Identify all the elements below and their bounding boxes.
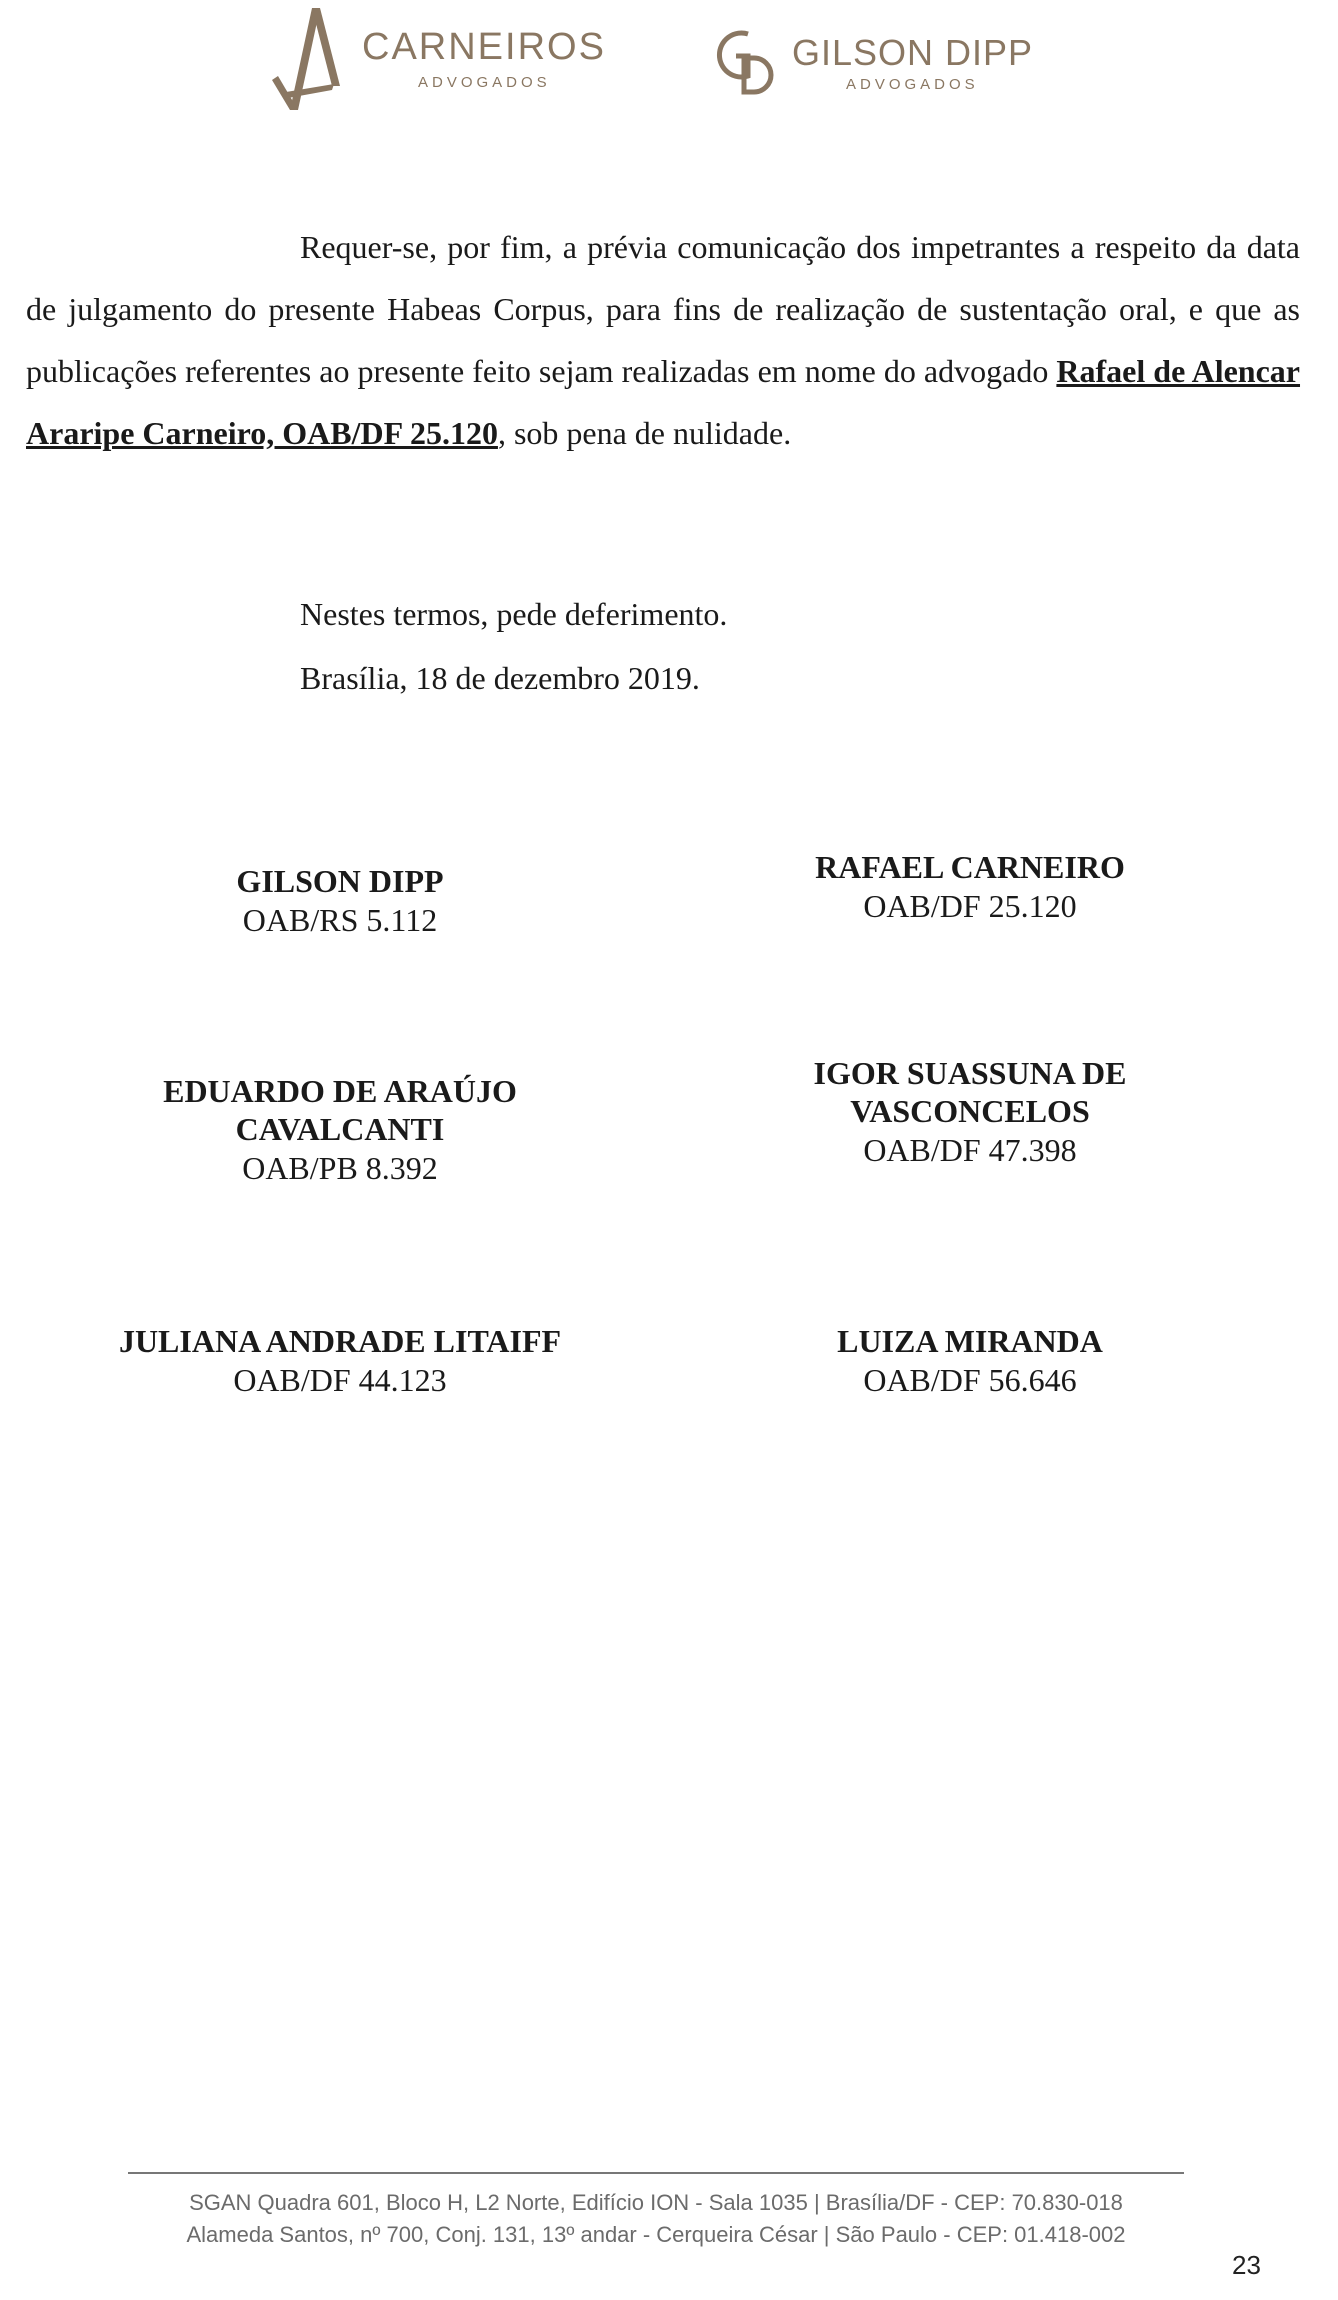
gilson-dipp-logo — [708, 20, 1068, 100]
signature-luiza-miranda — [730, 1322, 1210, 1400]
request-paragraph — [26, 216, 1300, 464]
page-number: 23 — [1232, 2250, 1261, 2280]
signatory-oab: OAB/DF 47.398 — [863, 1132, 1077, 1168]
footer-address-brasilia: SGAN Quadra 601, Bloco H, L2 Norte, Edifício ION - Sala 1035 | Brasília/DF - CEP: 70.830-018 — [189, 2190, 1123, 2215]
signatory-oab: OAB/DF 25.120 — [863, 888, 1077, 924]
signature-gilson-dipp — [100, 862, 580, 940]
closing-line: Nestes termos, pede deferimento. — [300, 596, 728, 632]
signatory-name: LUIZA MIRANDA — [837, 1323, 1103, 1359]
signatory-name: GILSON DIPP — [236, 863, 444, 899]
footer-divider — [128, 2172, 1184, 2174]
paragraph-text-start: Requer-se, por fim, a prévia comunicação dos impetrantes a respeito da data de julgamento do presente Habeas Corpus, para fins de realização de sustentação oral, e que as publicações referentes ao presente feito sejam realizadas em nome do advogado — [26, 229, 1300, 389]
signatory-oab: OAB/RS 5.112 — [242, 902, 438, 938]
footer-address-sao-paulo: Alameda Santos, nº 700, Conj. 131, 13º andar - Cerqueira César | São Paulo - CEP: 01.418-002 — [186, 2222, 1126, 2247]
letterhead — [0, 0, 1338, 130]
signatory-name: RAFAEL CARNEIRO — [815, 849, 1125, 885]
signatory-oab: OAB/DF 56.646 — [863, 1362, 1077, 1398]
carneiros-brand-name: CARNEIROS — [362, 26, 606, 68]
signature-igor-vasconcelos — [750, 1054, 1190, 1170]
carneiros-brand-subtitle: ADVOGADOS — [418, 74, 551, 91]
carneiros-monogram-icon — [268, 6, 358, 116]
signature-juliana-litaiff — [40, 1322, 640, 1400]
signature-eduardo-cavalcanti — [120, 1072, 560, 1188]
attorney-name-emphasis: Rafael de Alencar Araripe Carneiro, OAB/DF 25.120 — [26, 353, 1301, 451]
signatory-name: IGOR SUASSUNA DE VASCONCELOS — [813, 1055, 1127, 1129]
carneiros-logo — [268, 6, 628, 116]
gd-monogram-icon — [708, 20, 788, 100]
signatory-name: EDUARDO DE ARAÚJO CAVALCANTI — [163, 1073, 517, 1147]
gilson-dipp-brand-name: GILSON DIPP — [792, 32, 1034, 73]
paragraph-text-end: , sob pena de nulidade. — [497, 415, 792, 451]
signatory-name: JULIANA ANDRADE LITAIFF — [118, 1323, 562, 1359]
signatory-oab: OAB/PB 8.392 — [242, 1150, 438, 1186]
signature-rafael-carneiro — [730, 848, 1210, 926]
signatory-oab: OAB/DF 44.123 — [233, 1362, 447, 1398]
gilson-dipp-brand-subtitle: ADVOGADOS — [846, 76, 979, 93]
date-line: Brasília, 18 de dezembro 2019. — [300, 660, 700, 696]
